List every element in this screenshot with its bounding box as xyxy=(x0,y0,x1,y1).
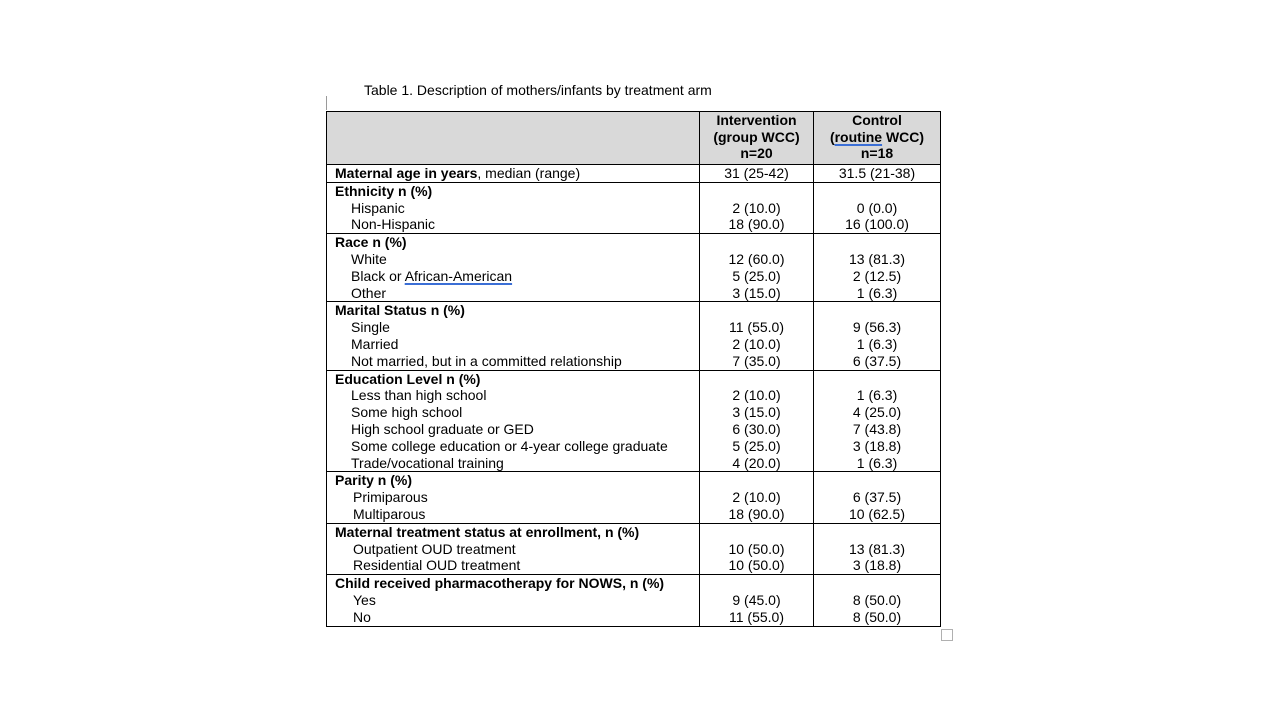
header-control xyxy=(814,112,941,165)
row-label: Some college education or 4-year college graduate xyxy=(351,437,668,454)
label-cell xyxy=(327,472,700,523)
section-title xyxy=(327,524,699,541)
section-title-text: Marital Status n (%) xyxy=(335,302,465,319)
section-value xyxy=(700,371,813,388)
row-label: Single xyxy=(351,319,390,336)
control-cell xyxy=(814,182,941,233)
table-section xyxy=(327,182,941,233)
section-value xyxy=(700,234,813,251)
section-value xyxy=(814,472,940,489)
section-value: 31.5 (21-38) xyxy=(838,165,916,181)
section-title-text: Parity n (%) xyxy=(335,472,413,489)
row-intervention-value: 3 (15.0) xyxy=(732,284,781,301)
section-title-text: Education Level n (%) xyxy=(335,370,481,387)
label-cell xyxy=(327,523,700,574)
row-intervention-value: 11 (55.0) xyxy=(729,319,784,336)
table-section xyxy=(327,472,941,523)
row-intervention-value: 2 (10.0) xyxy=(732,387,781,404)
row-control-value: 13 (81.3) xyxy=(848,250,906,267)
row-label: Married xyxy=(351,335,399,352)
row-label: High school graduate or GED xyxy=(351,420,534,437)
row-intervention-value: 5 (25.0) xyxy=(732,267,781,284)
row-control-value: 0 (0.0) xyxy=(856,199,898,216)
row-label xyxy=(327,268,699,285)
label-cell xyxy=(327,575,700,626)
section-title xyxy=(327,472,699,489)
table-resize-handle[interactable] xyxy=(941,629,953,641)
label-cell xyxy=(327,165,700,183)
section-title-text: Ethnicity n (%) xyxy=(335,182,433,199)
header-control-routine: routine xyxy=(834,128,883,145)
table-section xyxy=(327,302,941,370)
section-title-text: Child received pharmacotherapy for NOWS, n (%) xyxy=(335,575,665,592)
row-label: White xyxy=(351,250,387,267)
control-cell xyxy=(814,575,941,626)
section-value xyxy=(700,302,813,319)
row-control-value: 6 (37.5) xyxy=(852,489,902,506)
table-section xyxy=(327,370,941,472)
row-label-text: African-American xyxy=(404,267,513,284)
row-intervention-value: 10 (50.0) xyxy=(728,557,785,574)
table-section xyxy=(327,575,941,626)
section-value xyxy=(814,371,940,388)
row-control-value: 16 (100.0) xyxy=(845,216,909,233)
row-control-value: 7 (43.8) xyxy=(852,420,902,437)
row-control-value: 3 (18.8) xyxy=(852,437,902,454)
intervention-cell xyxy=(700,523,814,574)
row-intervention-value: 3 (15.0) xyxy=(732,404,781,421)
row-control-value: 8 (50.0) xyxy=(852,591,902,608)
section-title xyxy=(327,575,699,592)
row-intervention-value: 7 (35.0) xyxy=(732,352,781,369)
data-table xyxy=(326,111,941,627)
row-intervention-value: 10 (50.0) xyxy=(728,540,785,557)
row-control-value: 1 (6.3) xyxy=(856,335,898,352)
row-label: Not married, but in a committed relationship xyxy=(351,352,622,369)
intervention-cell xyxy=(700,165,814,183)
row-control-value: 6 (37.5) xyxy=(852,352,902,369)
label-cell xyxy=(327,370,700,472)
header-blank-cell xyxy=(327,112,700,165)
margin-marker xyxy=(326,96,327,110)
section-title-suffix: , median (range) xyxy=(477,165,581,181)
row-label: Multiparous xyxy=(353,505,426,522)
row-intervention-value: 4 (20.0) xyxy=(732,454,781,471)
row-control-value: 9 (56.3) xyxy=(852,319,902,336)
label-cell xyxy=(327,182,700,233)
text-caret xyxy=(940,182,941,198)
header-intervention-line: n=20 xyxy=(740,145,773,161)
row-label: No xyxy=(353,608,371,625)
row-label: Outpatient OUD treatment xyxy=(353,540,516,557)
row-intervention-value: 12 (60.0) xyxy=(728,250,785,267)
header-intervention-line: Intervention xyxy=(716,112,797,128)
table-section xyxy=(327,234,941,302)
intervention-cell xyxy=(700,472,814,523)
table-caption: Table 1. Description of mothers/infants by treatment arm xyxy=(364,82,712,98)
control-cell xyxy=(814,472,941,523)
section-title xyxy=(327,183,699,200)
section-value xyxy=(814,575,940,592)
row-label: Hispanic xyxy=(351,199,405,216)
row-intervention-value: 18 (90.0) xyxy=(728,505,785,522)
row-label: Residential OUD treatment xyxy=(353,557,521,574)
table-section xyxy=(327,165,941,183)
intervention-cell xyxy=(700,234,814,302)
section-value xyxy=(814,524,940,541)
control-cell xyxy=(814,370,941,472)
intervention-cell xyxy=(700,370,814,472)
section-title-text: Race n (%) xyxy=(335,234,407,251)
control-cell xyxy=(814,165,941,183)
header-intervention xyxy=(700,112,814,165)
row-control-value: 3 (18.8) xyxy=(852,557,902,574)
label-cell xyxy=(327,302,700,370)
section-title xyxy=(327,165,699,182)
row-control-value: 4 (25.0) xyxy=(852,404,902,421)
section-value xyxy=(700,183,813,200)
row-intervention-value: 2 (10.0) xyxy=(732,199,781,216)
section-value xyxy=(700,472,813,489)
section-title xyxy=(327,234,699,251)
row-intervention-value: 11 (55.0) xyxy=(729,608,784,625)
section-value xyxy=(814,234,940,251)
label-cell xyxy=(327,234,700,302)
section-title xyxy=(327,302,699,319)
row-label-prefix: Black or xyxy=(351,267,405,284)
row-label: Yes xyxy=(353,591,376,608)
row-label: Non-Hispanic xyxy=(351,216,436,233)
control-cell xyxy=(814,234,941,302)
control-cell xyxy=(814,302,941,370)
table-header-row xyxy=(327,112,941,165)
control-cell xyxy=(814,523,941,574)
row-label: Other xyxy=(351,284,387,301)
intervention-cell xyxy=(700,575,814,626)
section-title xyxy=(327,371,699,388)
section-value xyxy=(700,575,813,592)
row-intervention-value: 5 (25.0) xyxy=(732,437,781,454)
row-intervention-value: 18 (90.0) xyxy=(728,216,785,233)
intervention-cell xyxy=(700,302,814,370)
row-control-value: 1 (6.3) xyxy=(856,284,898,301)
row-label: Less than high school xyxy=(351,387,487,404)
intervention-cell xyxy=(700,182,814,233)
row-control-value: 1 (6.3) xyxy=(856,454,898,471)
row-intervention-value: 6 (30.0) xyxy=(732,420,781,437)
header-control-line: Control xyxy=(852,112,902,128)
table-section xyxy=(327,523,941,574)
header-control-line: (routine WCC) xyxy=(829,128,925,145)
section-value xyxy=(700,524,813,541)
row-intervention-value: 2 (10.0) xyxy=(732,335,781,352)
section-title-text: Maternal treatment status at enrollment, n (%) xyxy=(335,523,640,540)
row-label: Primiparous xyxy=(353,489,428,506)
section-value xyxy=(814,183,940,200)
row-control-value: 10 (62.5) xyxy=(848,505,906,522)
row-control-value: 8 (50.0) xyxy=(852,608,902,625)
header-intervention-line: (group WCC) xyxy=(713,128,800,145)
row-label: Some high school xyxy=(351,404,463,421)
row-intervention-value: 2 (10.0) xyxy=(732,489,781,506)
section-value: 31 (25-42) xyxy=(724,165,789,181)
row-control-value: 1 (6.3) xyxy=(856,387,898,404)
row-control-value: 2 (12.5) xyxy=(852,267,902,284)
section-value xyxy=(814,302,940,319)
row-intervention-value: 9 (45.0) xyxy=(732,591,781,608)
row-control-value: 13 (81.3) xyxy=(848,540,906,557)
header-control-line: n=18 xyxy=(860,145,894,161)
row-label: Trade/vocational training xyxy=(351,454,504,471)
section-title-text: Maternal age in years xyxy=(335,165,478,181)
